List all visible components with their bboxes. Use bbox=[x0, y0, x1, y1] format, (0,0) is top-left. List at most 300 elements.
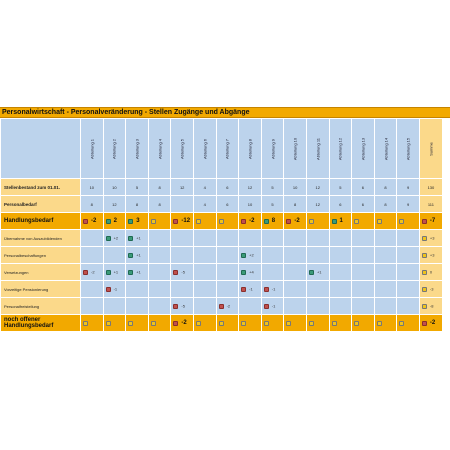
cell-value: 12 bbox=[179, 184, 185, 190]
cell-value: 12 bbox=[247, 184, 253, 190]
table-cell[interactable] bbox=[81, 230, 104, 247]
cell-value: -2 bbox=[226, 303, 231, 309]
cell-value: 5 bbox=[135, 184, 139, 190]
table-cell[interactable] bbox=[81, 213, 104, 230]
table-cell[interactable] bbox=[148, 281, 171, 298]
cell-value: -2 bbox=[429, 320, 436, 326]
status-indicator-icon bbox=[264, 219, 269, 224]
table-cell[interactable] bbox=[126, 196, 149, 213]
column-header[interactable] bbox=[261, 119, 284, 179]
cell-value: -7 bbox=[429, 218, 436, 224]
row-label[interactable]: Personalfreistellung bbox=[1, 298, 81, 315]
table-cell[interactable] bbox=[261, 230, 284, 247]
cell-value: 10 bbox=[89, 184, 95, 190]
status-indicator-icon bbox=[219, 219, 224, 224]
header-corner bbox=[1, 119, 81, 179]
table-row bbox=[1, 281, 443, 298]
table-cell[interactable] bbox=[352, 298, 375, 315]
table-cell[interactable] bbox=[193, 213, 216, 230]
table-cell[interactable] bbox=[306, 196, 329, 213]
column-header[interactable] bbox=[306, 119, 329, 179]
column-header[interactable] bbox=[397, 119, 420, 179]
column-header-label: Abteilung 6 bbox=[202, 138, 208, 159]
row-label[interactable]: Übernahme von Auszubildenden bbox=[1, 230, 81, 247]
status-indicator-icon bbox=[83, 219, 88, 224]
column-header[interactable] bbox=[216, 119, 239, 179]
status-indicator-icon bbox=[241, 219, 246, 224]
table-cell[interactable] bbox=[352, 213, 375, 230]
cell-value: -1 bbox=[271, 286, 276, 292]
status-indicator-icon bbox=[422, 219, 427, 224]
table-cell[interactable] bbox=[193, 264, 216, 281]
column-header-label: Abteilung 14 bbox=[383, 137, 389, 160]
cell-value: 8 bbox=[384, 201, 387, 207]
table-cell[interactable] bbox=[397, 196, 420, 213]
column-header-label: Abteilung 8 bbox=[247, 138, 253, 159]
table-cell[interactable] bbox=[81, 315, 104, 332]
cell-value: -1 bbox=[271, 303, 276, 309]
cell-value: 0 bbox=[429, 269, 433, 275]
table-cell[interactable] bbox=[103, 247, 126, 264]
table-cell[interactable] bbox=[103, 281, 126, 298]
column-header-label: Abteilung 1 bbox=[89, 138, 95, 159]
sum-cell[interactable] bbox=[419, 281, 442, 298]
table-cell[interactable] bbox=[306, 298, 329, 315]
table-cell[interactable] bbox=[374, 230, 397, 247]
cell-value: +3 bbox=[429, 235, 435, 241]
table-cell[interactable] bbox=[239, 213, 262, 230]
column-header[interactable] bbox=[148, 119, 171, 179]
row-label[interactable]: noch offener Handlungsbedarf bbox=[1, 315, 81, 332]
cell-value: 10 bbox=[112, 184, 117, 190]
table-cell[interactable] bbox=[81, 247, 104, 264]
table-row bbox=[1, 213, 443, 230]
table-cell[interactable] bbox=[284, 315, 307, 332]
table-cell[interactable] bbox=[239, 230, 262, 247]
table-cell[interactable] bbox=[374, 213, 397, 230]
table-cell[interactable] bbox=[216, 196, 239, 213]
status-indicator-icon bbox=[332, 321, 337, 326]
table-cell[interactable] bbox=[261, 315, 284, 332]
cell-value: -3 bbox=[429, 286, 434, 292]
table-cell[interactable] bbox=[352, 247, 375, 264]
table-cell[interactable] bbox=[81, 298, 104, 315]
table-cell[interactable] bbox=[148, 315, 171, 332]
status-indicator-icon bbox=[196, 219, 201, 224]
table-cell[interactable] bbox=[306, 281, 329, 298]
table-cell[interactable] bbox=[239, 264, 262, 281]
sum-header-label: Summe bbox=[428, 141, 434, 156]
table-cell[interactable] bbox=[239, 196, 262, 213]
cell-value: +1 bbox=[136, 252, 141, 258]
table-cell[interactable] bbox=[284, 230, 307, 247]
cell-value: -2 bbox=[91, 269, 95, 275]
column-header-label: Abteilung 11 bbox=[315, 137, 321, 160]
table-cell[interactable] bbox=[397, 281, 420, 298]
table-cell[interactable] bbox=[171, 247, 194, 264]
table-cell[interactable] bbox=[81, 281, 104, 298]
table-cell[interactable] bbox=[284, 247, 307, 264]
status-indicator-icon bbox=[128, 236, 133, 241]
sum-cell[interactable] bbox=[419, 179, 442, 196]
sum-cell[interactable] bbox=[419, 298, 442, 315]
status-indicator-icon bbox=[377, 321, 382, 326]
sum-cell[interactable] bbox=[419, 247, 442, 264]
table-cell[interactable] bbox=[81, 264, 104, 281]
table-cell[interactable] bbox=[352, 230, 375, 247]
column-header[interactable] bbox=[103, 119, 126, 179]
cell-value: 8 bbox=[90, 201, 93, 207]
cell-value: 12 bbox=[315, 201, 320, 207]
status-indicator-icon bbox=[83, 321, 88, 326]
table-cell[interactable] bbox=[193, 281, 216, 298]
cell-value: 6 bbox=[361, 184, 365, 190]
table-row bbox=[1, 196, 443, 213]
status-indicator-icon bbox=[173, 219, 178, 224]
cell-value: -5 bbox=[181, 269, 185, 275]
cell-value: 4 bbox=[203, 201, 206, 207]
table-cell[interactable] bbox=[261, 247, 284, 264]
table-cell[interactable] bbox=[284, 196, 307, 213]
table-cell[interactable] bbox=[306, 247, 329, 264]
table-cell[interactable] bbox=[397, 264, 420, 281]
table-cell[interactable] bbox=[171, 196, 194, 213]
cell-value: 3 bbox=[136, 218, 140, 224]
table-cell[interactable] bbox=[397, 247, 420, 264]
row-label[interactable]: Handlungsbedarf bbox=[1, 213, 81, 230]
status-indicator-icon bbox=[264, 304, 269, 309]
cell-value: -8 bbox=[429, 303, 434, 309]
table-cell[interactable] bbox=[148, 264, 171, 281]
cell-value: -2 bbox=[181, 320, 187, 326]
table-cell[interactable] bbox=[352, 281, 375, 298]
table-cell[interactable] bbox=[171, 179, 194, 196]
cell-value: 5 bbox=[271, 201, 274, 207]
table-cell[interactable] bbox=[216, 298, 239, 315]
table-cell[interactable] bbox=[171, 230, 194, 247]
table-cell[interactable] bbox=[397, 315, 420, 332]
table-cell[interactable] bbox=[239, 315, 262, 332]
table-cell[interactable] bbox=[103, 230, 126, 247]
table-cell[interactable] bbox=[126, 230, 149, 247]
table-cell[interactable] bbox=[171, 213, 194, 230]
cell-value: 5 bbox=[271, 184, 274, 190]
table-cell[interactable] bbox=[284, 298, 307, 315]
cell-value: 12 bbox=[315, 184, 320, 190]
status-indicator-icon bbox=[241, 321, 246, 326]
status-indicator-icon bbox=[151, 321, 156, 326]
table-cell[interactable] bbox=[193, 230, 216, 247]
sum-cell[interactable] bbox=[419, 230, 442, 247]
table-cell[interactable] bbox=[261, 196, 284, 213]
table-cell[interactable] bbox=[329, 230, 352, 247]
table-cell[interactable] bbox=[148, 179, 171, 196]
cell-value: +1 bbox=[136, 269, 141, 275]
table-cell[interactable] bbox=[126, 281, 149, 298]
table-cell[interactable] bbox=[284, 179, 307, 196]
cell-value: +2 bbox=[249, 252, 254, 258]
table-cell[interactable] bbox=[261, 264, 284, 281]
table-cell[interactable] bbox=[352, 196, 375, 213]
cell-value: 8 bbox=[294, 201, 297, 207]
cell-value: 8 bbox=[271, 218, 276, 224]
cell-value: 5 bbox=[339, 184, 342, 190]
table-cell[interactable] bbox=[284, 213, 307, 230]
table-cell[interactable] bbox=[171, 298, 194, 315]
spreadsheet bbox=[0, 107, 450, 346]
table-cell[interactable] bbox=[306, 179, 329, 196]
table-cell[interactable] bbox=[148, 230, 171, 247]
table-cell[interactable] bbox=[148, 298, 171, 315]
status-indicator-icon bbox=[106, 219, 111, 224]
cell-value: 9 bbox=[406, 201, 410, 207]
table-row bbox=[1, 315, 443, 332]
table-cell[interactable] bbox=[329, 213, 352, 230]
header-row bbox=[1, 119, 443, 179]
cell-value: +2 bbox=[113, 235, 119, 241]
row-label[interactable]: Stellenbestand zum 01.01. bbox=[1, 179, 81, 196]
status-indicator-icon bbox=[128, 270, 133, 275]
status-indicator-icon bbox=[219, 321, 224, 326]
table-cell[interactable] bbox=[103, 264, 126, 281]
table-cell[interactable] bbox=[126, 315, 149, 332]
table-cell[interactable] bbox=[284, 264, 307, 281]
table-cell[interactable] bbox=[216, 247, 239, 264]
cell-value: 6 bbox=[226, 201, 229, 207]
status-indicator-icon bbox=[106, 321, 111, 326]
table-cell[interactable] bbox=[193, 298, 216, 315]
table-cell[interactable] bbox=[352, 179, 375, 196]
table-cell[interactable] bbox=[103, 315, 126, 332]
table-cell[interactable] bbox=[126, 298, 149, 315]
table-cell[interactable] bbox=[103, 179, 126, 196]
row-label[interactable]: Vorzeitige Pensionierung bbox=[1, 281, 81, 298]
sum-cell[interactable] bbox=[419, 196, 442, 213]
table-row bbox=[1, 298, 443, 315]
table-cell[interactable] bbox=[193, 247, 216, 264]
cell-value: 10 bbox=[292, 184, 298, 190]
table-cell[interactable] bbox=[193, 179, 216, 196]
sum-cell[interactable] bbox=[419, 213, 442, 230]
staffing-table bbox=[0, 118, 443, 332]
table-cell[interactable] bbox=[329, 298, 352, 315]
row-label[interactable]: Personalbeschaffungen bbox=[1, 247, 81, 264]
cell-value: 1 bbox=[339, 218, 343, 224]
status-indicator-icon bbox=[241, 287, 246, 292]
table-cell[interactable] bbox=[329, 281, 352, 298]
table-cell[interactable] bbox=[329, 179, 352, 196]
table-cell[interactable] bbox=[374, 179, 397, 196]
table-cell[interactable] bbox=[374, 264, 397, 281]
cell-value: -2 bbox=[294, 218, 300, 224]
cell-value: 6 bbox=[361, 201, 365, 207]
cell-value: 8 bbox=[135, 201, 139, 207]
column-header-label: Abteilung 4 bbox=[157, 138, 163, 159]
table-cell[interactable] bbox=[397, 179, 420, 196]
cell-value: +1 bbox=[136, 235, 141, 241]
table-row bbox=[1, 247, 443, 264]
cell-value: -12 bbox=[181, 218, 191, 224]
column-header-label: Abteilung 5 bbox=[179, 138, 185, 159]
cell-value: 6 bbox=[226, 184, 229, 190]
table-cell[interactable] bbox=[126, 213, 149, 230]
table-cell[interactable] bbox=[216, 281, 239, 298]
table-cell[interactable] bbox=[103, 196, 126, 213]
table-cell[interactable] bbox=[352, 264, 375, 281]
column-header[interactable] bbox=[329, 119, 352, 179]
table-cell[interactable] bbox=[329, 247, 352, 264]
table-cell[interactable] bbox=[171, 264, 194, 281]
table-cell[interactable] bbox=[193, 315, 216, 332]
table-cell[interactable] bbox=[306, 264, 329, 281]
column-header[interactable] bbox=[193, 119, 216, 179]
status-indicator-icon bbox=[422, 321, 427, 326]
status-indicator-icon bbox=[422, 304, 427, 309]
column-header[interactable] bbox=[239, 119, 262, 179]
status-indicator-icon bbox=[354, 321, 359, 326]
table-cell[interactable] bbox=[216, 230, 239, 247]
table-cell[interactable] bbox=[216, 315, 239, 332]
table-cell[interactable] bbox=[148, 196, 171, 213]
status-indicator-icon bbox=[173, 321, 178, 326]
column-header[interactable] bbox=[352, 119, 375, 179]
cell-value: -5 bbox=[181, 303, 185, 309]
cell-value: 10 bbox=[247, 201, 253, 207]
cell-value: 8 bbox=[384, 184, 387, 190]
column-header-sum[interactable] bbox=[419, 119, 442, 179]
table-cell[interactable] bbox=[329, 264, 352, 281]
cell-value: +4 bbox=[249, 269, 254, 275]
table-cell[interactable] bbox=[239, 281, 262, 298]
status-indicator-icon bbox=[422, 253, 427, 258]
cell-value: -2 bbox=[91, 218, 97, 224]
column-header[interactable] bbox=[171, 119, 194, 179]
status-indicator-icon bbox=[128, 219, 133, 224]
table-cell[interactable] bbox=[239, 179, 262, 196]
column-header-label: Abteilung 10 bbox=[292, 137, 298, 160]
status-indicator-icon bbox=[354, 219, 359, 224]
status-indicator-icon bbox=[309, 270, 314, 275]
cell-value: 2 bbox=[113, 218, 117, 224]
sum-cell[interactable] bbox=[419, 264, 442, 281]
column-header[interactable] bbox=[284, 119, 307, 179]
table-cell[interactable] bbox=[171, 281, 194, 298]
table-cell[interactable] bbox=[216, 179, 239, 196]
table-cell[interactable] bbox=[306, 213, 329, 230]
table-cell[interactable] bbox=[103, 298, 126, 315]
status-indicator-icon bbox=[106, 270, 111, 275]
table-cell[interactable] bbox=[397, 230, 420, 247]
table-cell[interactable] bbox=[216, 264, 239, 281]
table-cell[interactable] bbox=[148, 247, 171, 264]
cell-value: 12 bbox=[112, 201, 117, 207]
table-cell[interactable] bbox=[239, 298, 262, 315]
status-indicator-icon bbox=[286, 321, 291, 326]
table-cell[interactable] bbox=[374, 281, 397, 298]
status-indicator-icon bbox=[332, 219, 337, 224]
cell-value: 8 bbox=[158, 201, 161, 207]
table-cell[interactable] bbox=[148, 213, 171, 230]
row-label[interactable]: Versetzungen bbox=[1, 264, 81, 281]
table-cell[interactable] bbox=[374, 247, 397, 264]
table-row bbox=[1, 179, 443, 196]
table-cell[interactable] bbox=[193, 196, 216, 213]
table-cell[interactable] bbox=[126, 179, 149, 196]
cell-value: 6 bbox=[339, 201, 342, 207]
table-row bbox=[1, 230, 443, 247]
status-indicator-icon bbox=[196, 321, 201, 326]
status-indicator-icon bbox=[309, 219, 314, 224]
sum-value: 111 bbox=[427, 201, 434, 207]
cell-value: 9 bbox=[406, 184, 410, 190]
table-cell[interactable] bbox=[284, 281, 307, 298]
table-cell[interactable] bbox=[171, 315, 194, 332]
column-header[interactable] bbox=[126, 119, 149, 179]
table-cell[interactable] bbox=[216, 213, 239, 230]
sum-value: 130 bbox=[427, 184, 435, 190]
status-indicator-icon bbox=[106, 236, 111, 241]
column-header-label: Abteilung 3 bbox=[134, 138, 140, 159]
table-cell[interactable] bbox=[397, 298, 420, 315]
status-indicator-icon bbox=[151, 219, 156, 224]
status-indicator-icon bbox=[309, 321, 314, 326]
column-header[interactable] bbox=[374, 119, 397, 179]
status-indicator-icon bbox=[286, 219, 291, 224]
cell-value: -1 bbox=[113, 286, 118, 292]
table-cell[interactable] bbox=[261, 298, 284, 315]
status-indicator-icon bbox=[83, 270, 88, 275]
status-indicator-icon bbox=[128, 253, 133, 258]
status-indicator-icon bbox=[422, 287, 427, 292]
column-header-label: Abteilung 13 bbox=[360, 137, 366, 160]
column-header-label: Abteilung 12 bbox=[337, 137, 343, 160]
table-cell[interactable] bbox=[329, 196, 352, 213]
table-cell[interactable] bbox=[374, 315, 397, 332]
table-cell[interactable] bbox=[103, 213, 126, 230]
row-label[interactable]: Personalbedarf bbox=[1, 196, 81, 213]
status-indicator-icon bbox=[219, 304, 224, 309]
table-cell[interactable] bbox=[81, 196, 104, 213]
table-cell[interactable] bbox=[306, 315, 329, 332]
cell-value: +1 bbox=[316, 269, 322, 275]
cell-value: 8 bbox=[158, 184, 161, 190]
status-indicator-icon bbox=[173, 270, 178, 275]
status-indicator-icon bbox=[173, 304, 178, 309]
table-cell[interactable] bbox=[374, 298, 397, 315]
table-cell[interactable] bbox=[352, 315, 375, 332]
table-cell[interactable] bbox=[261, 179, 284, 196]
table-cell[interactable] bbox=[397, 213, 420, 230]
column-header-label: Abteilung 7 bbox=[224, 138, 230, 159]
sum-cell[interactable] bbox=[419, 315, 442, 332]
status-indicator-icon bbox=[399, 219, 404, 224]
table-cell[interactable] bbox=[374, 196, 397, 213]
column-header-label: Abteilung 15 bbox=[405, 137, 411, 160]
table-cell[interactable] bbox=[81, 179, 104, 196]
cell-value: +1 bbox=[113, 269, 119, 275]
cell-value: -1 bbox=[249, 286, 253, 292]
column-header-label: Abteilung 2 bbox=[111, 138, 117, 159]
column-header[interactable] bbox=[81, 119, 104, 179]
status-indicator-icon bbox=[422, 270, 427, 275]
table-cell[interactable] bbox=[126, 264, 149, 281]
table-cell[interactable] bbox=[239, 247, 262, 264]
table-cell[interactable] bbox=[126, 247, 149, 264]
table-cell[interactable] bbox=[306, 230, 329, 247]
table-cell[interactable] bbox=[329, 315, 352, 332]
table-cell[interactable] bbox=[261, 281, 284, 298]
table-cell[interactable] bbox=[261, 213, 284, 230]
